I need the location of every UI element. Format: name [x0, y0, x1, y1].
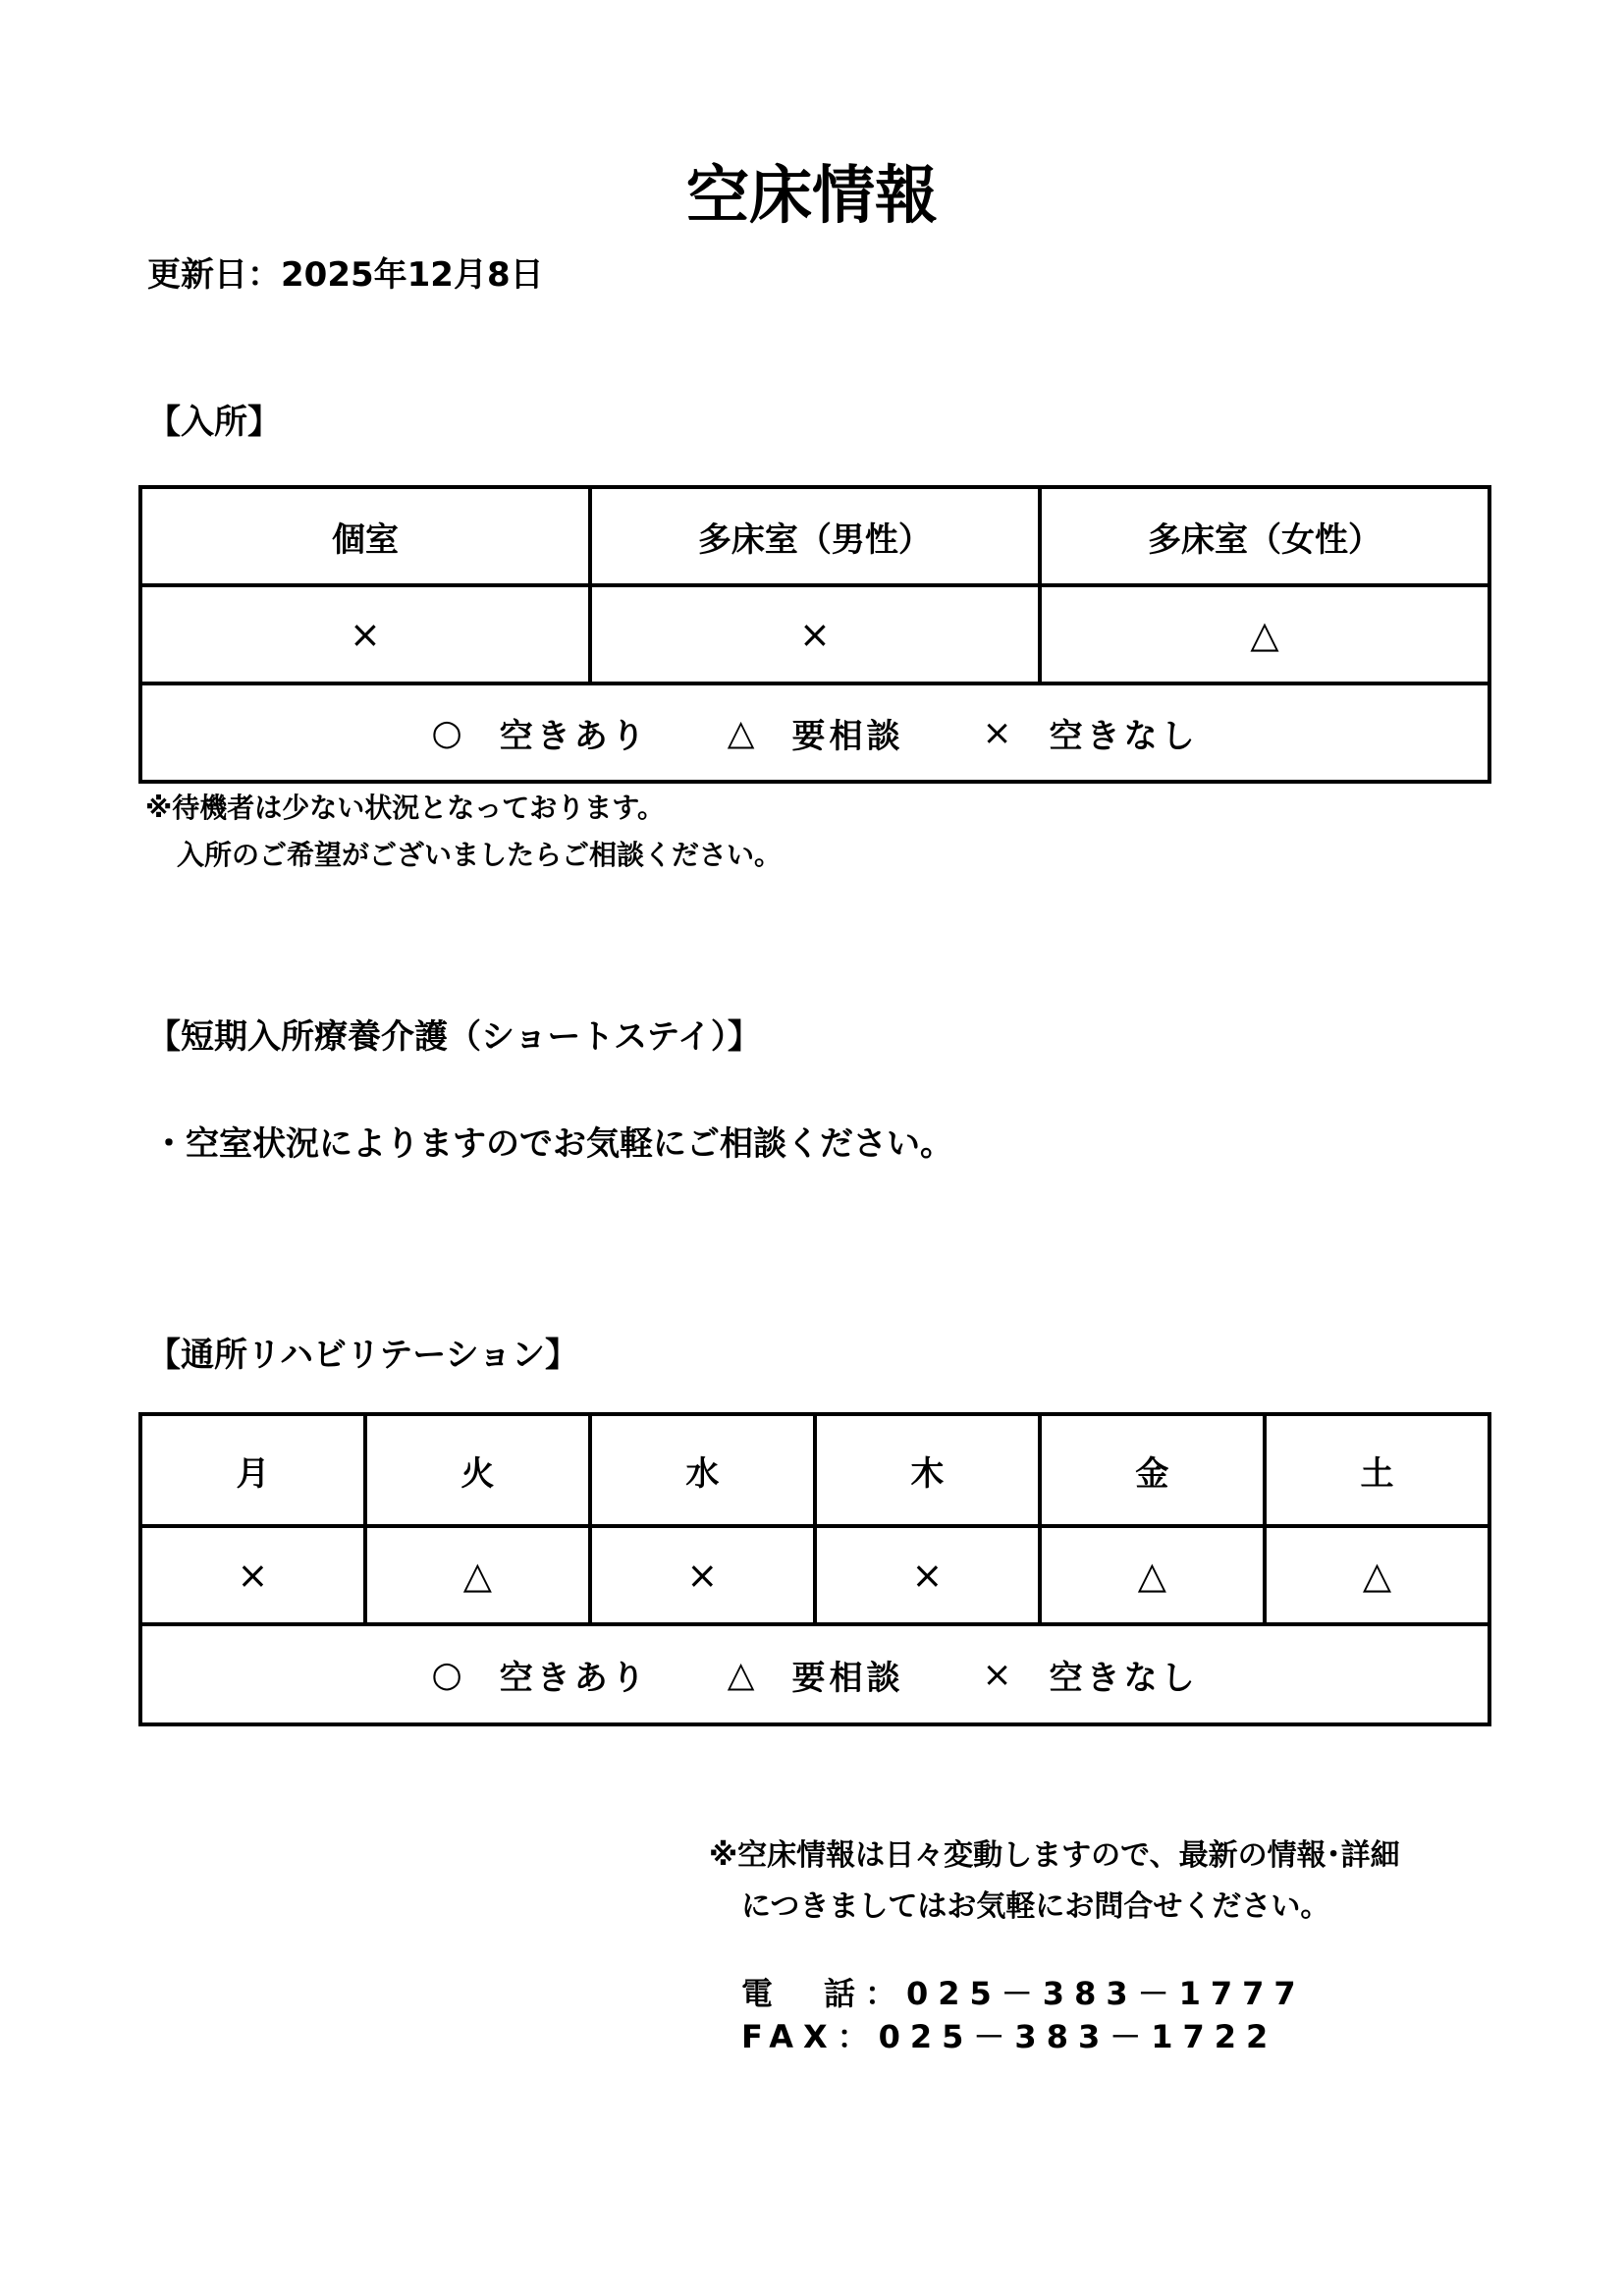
legend-available-symbol: ○ — [431, 1654, 462, 1695]
short-stay-text: ・空室状況によりますのでお気軽にご相談ください。 — [152, 1124, 953, 1164]
admission-status-multi-female: △ — [1040, 585, 1489, 683]
day-status-tue: △ — [365, 1526, 590, 1624]
legend-available-symbol: ○ — [431, 712, 462, 753]
footer-note-line2: につきましてはお気軽にお問合せください。 — [741, 1889, 1330, 1924]
admission-col-private: 個室 — [140, 487, 590, 585]
admission-status-private: × — [140, 585, 590, 683]
day-status-sat: △ — [1265, 1526, 1489, 1624]
day-thu: 木 — [815, 1414, 1040, 1526]
legend-consult-label: 要相談 — [791, 716, 904, 756]
legend-consult-symbol: △ — [727, 1654, 755, 1695]
admission-col-multi-female: 多床室（女性） — [1040, 487, 1489, 585]
day-wed: 水 — [590, 1414, 815, 1526]
admission-table — [138, 485, 1491, 784]
footer-note-line1: ※空床情報は日々変動しますので、最新の情報･詳細 — [709, 1838, 1400, 1873]
admission-status-multi-male: × — [590, 585, 1040, 683]
day-tue: 火 — [365, 1414, 590, 1526]
legend-available-label: 空きあり — [499, 1658, 649, 1698]
day-sat: 土 — [1265, 1414, 1489, 1526]
day-fri: 金 — [1040, 1414, 1265, 1526]
day-rehab-table — [138, 1412, 1491, 1726]
day-status-mon: × — [140, 1526, 365, 1624]
admission-col-multi-male: 多床室（男性） — [590, 487, 1040, 585]
day-status-wed: × — [590, 1526, 815, 1624]
admission-note-line1: ※待機者は少ない状況となっております。 — [145, 792, 665, 824]
short-stay-heading: 【短期入所療養介護（ショートステイ）】 — [147, 1017, 761, 1057]
legend-consult-symbol: △ — [727, 712, 755, 753]
legend-full-label: 空きなし — [1049, 716, 1199, 756]
updated-date: 更新日：2025年12月8日 — [147, 255, 544, 295]
day-status-fri: △ — [1040, 1526, 1265, 1624]
admission-note-line2: 入所のご希望がございましたらご相談ください。 — [177, 839, 783, 871]
legend-available-label: 空きあり — [499, 716, 649, 756]
day-mon: 月 — [140, 1414, 365, 1526]
legend-full-label: 空きなし — [1049, 1658, 1199, 1698]
day-rehab-heading: 【通所リハビリテーション】 — [147, 1336, 578, 1375]
legend-full-symbol: × — [982, 712, 1012, 753]
admission-heading: 【入所】 — [147, 403, 281, 442]
legend-consult-label: 要相談 — [791, 1658, 904, 1698]
day-rehab-legend — [140, 1624, 1489, 1724]
legend-full-symbol: × — [982, 1654, 1012, 1695]
day-status-thu: × — [815, 1526, 1040, 1624]
contact-fax: FAX：025－383－1722 — [741, 2018, 1278, 2055]
admission-legend — [140, 683, 1489, 782]
contact-tel: 電 話：025－383－1777 — [741, 1975, 1306, 2012]
page-title: 空床情報 — [686, 160, 938, 233]
